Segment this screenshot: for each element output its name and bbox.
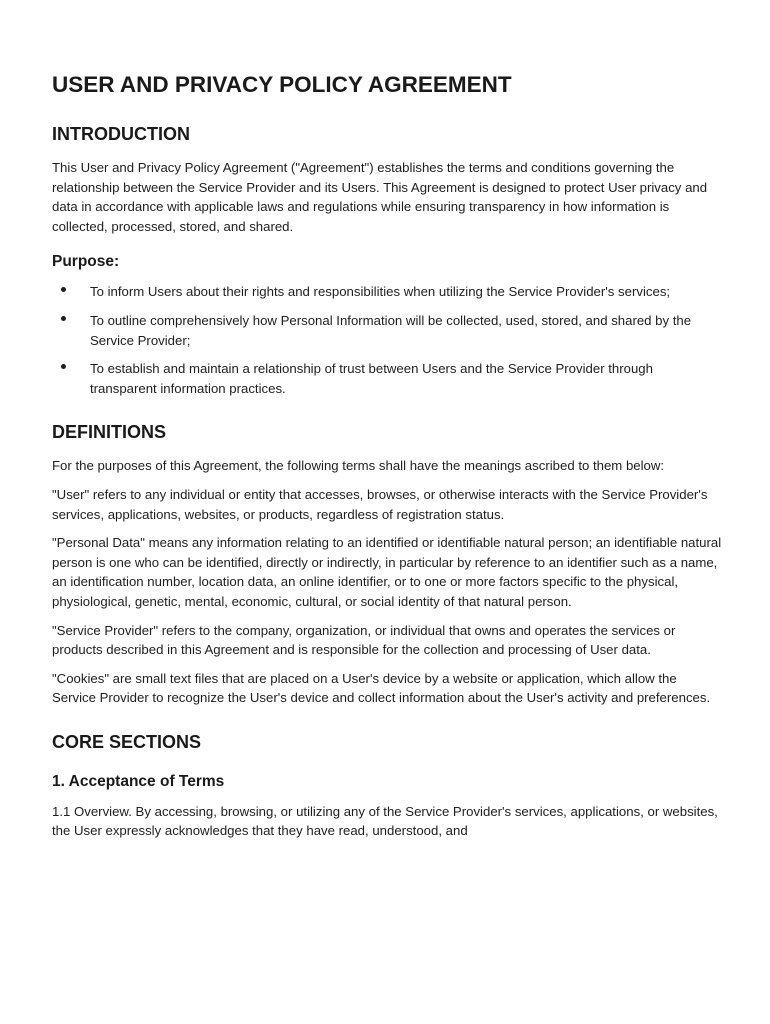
purpose-list [52,282,722,398]
bullet-icon [61,316,66,321]
definition-service-provider: "Service Provider" refers to the company, organization, or individual that owns and operates the services or products described in this Agreement and is responsible for the collection and processing of User data. [52,622,676,658]
document-title: USER AND PRIVACY POLICY AGREEMENT [52,72,512,97]
purpose-item-text: To outline comprehensively how Personal Information will be collected, used, stored, and shared by the Service Provider; [90,312,692,348]
acceptance-heading: 1. Acceptance of Terms [52,772,225,790]
definitions-intro: For the purposes of this Agreement, the following terms shall have the meanings ascribed to them below: [52,458,665,474]
definition-user: "User" refers to any individual or entity that accesses, browses, or otherwise interacts with the Service Provider's services, applications, websites, or products, regardless of registration status. [52,486,708,522]
purpose-list-item [52,311,722,350]
acceptance-paragraph: 1.1 Overview. By accessing, browsing, or utilizing any of the Service Provider's services, applications, or websites, the User expressly acknowledges that they have read, understood, and [52,803,718,839]
core-sections-heading: CORE SECTIONS [52,731,202,752]
introduction-heading: INTRODUCTION [52,124,190,144]
purpose-heading: Purpose: [52,253,120,271]
document-page [52,70,722,850]
definition-cookies: "Cookies" are small text files that are placed on a User's device by a website or application, which allow the Service Provider to recognize the User's device and collect information about the User's activity and preferences. [52,670,711,706]
bullet-icon [61,364,66,369]
definition-personal-data: "Personal Data" means any information relating to an identified or identifiable natural person; an identifiable natural person is one who can be identified, directly or indirectly, in particular by reference to an identifier such as a name, an identification number, location data, an online identifier, or to one or more factors specific to the physical, physiological, genetic, mental, economic, cultural, or social identity of that natural person. [52,535,722,609]
purpose-list-item [52,282,722,302]
definitions-heading: DEFINITIONS [52,422,167,443]
bullet-icon [61,287,66,292]
purpose-list-item [52,359,722,398]
purpose-item-text: To inform Users about their rights and responsibilities when utilizing the Service Provider's services; [90,284,671,300]
introduction-paragraph: This User and Privacy Policy Agreement ("Agreement") establishes the terms and conditions governing the relationship between the Service Provider and its Users. This Agreement is designed to protect User privacy and data in accordance with applicable laws and regulations while ensuring transparency in how information is collected, processed, stored, and shared. [52,160,708,234]
purpose-item-text: To establish and maintain a relationship of trust between Users and the Service Provider through transparent information practices. [90,361,653,396]
